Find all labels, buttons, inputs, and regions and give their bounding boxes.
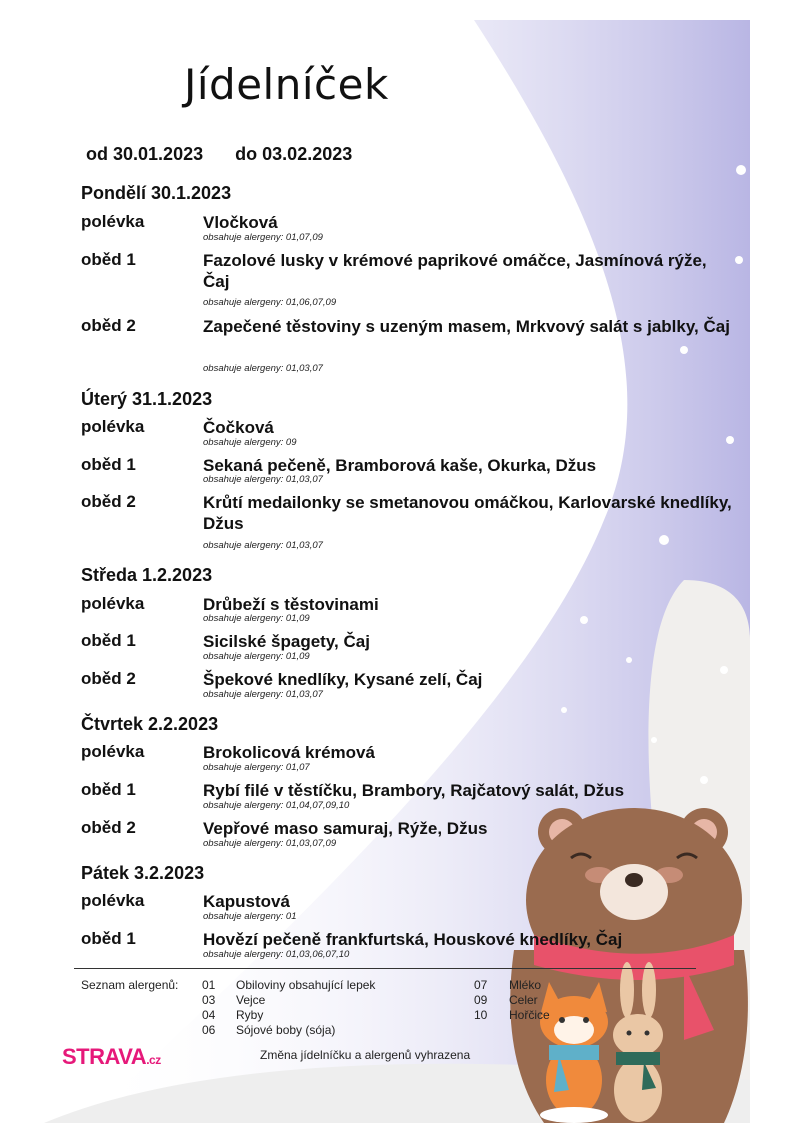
meal-type: polévka: [81, 212, 145, 231]
meal-dish: Vločková: [203, 213, 278, 232]
menu-period: [86, 144, 352, 165]
legend-code: 03: [202, 993, 216, 1007]
day-heading: Úterý 31.1.2023: [81, 389, 213, 409]
meal-allergens: obsahuje alergeny: 01,07,09: [203, 232, 323, 243]
day-heading: Pátek 3.2.2023: [81, 863, 205, 883]
legend-name: Vejce: [236, 993, 266, 1007]
menu-page: [44, 20, 750, 1123]
change-notice: Změna jídelníčku a alergenů vyhrazena: [260, 1048, 471, 1062]
meal-dish: Rybí filé v těstíčku, Brambory, Rajčatový salát, Džus: [203, 781, 625, 800]
meal-allergens: obsahuje alergeny: 01,09: [203, 613, 310, 624]
meal-allergens: obsahuje alergeny: 01,04,07,09,10: [203, 800, 350, 811]
meal-type: polévka: [81, 742, 145, 761]
period-to-label: do: [235, 144, 258, 164]
legend-code: 09: [474, 993, 488, 1007]
legend-code: 06: [202, 1023, 216, 1037]
meal-allergens: obsahuje alergeny: 01: [203, 911, 297, 922]
meal-type: oběd 2: [81, 818, 136, 837]
meal-dish: Fazolové lusky v krémové paprikové omáčce, Jasmínová rýže, Čaj: [203, 251, 707, 291]
meal-allergens: obsahuje alergeny: 01,03,07: [203, 540, 323, 551]
allergen-legend-title: Seznam alergenů:: [81, 978, 179, 992]
day-heading: Čtvrtek 2.2.2023: [81, 714, 219, 734]
meal-type: oběd 2: [81, 492, 136, 511]
meal-type: polévka: [81, 891, 145, 910]
meal-allergens: obsahuje alergeny: 01,09: [203, 651, 310, 662]
strava-logo: [62, 1044, 161, 1070]
legend-name: Celer: [509, 993, 538, 1007]
logo-main: STRAVA: [62, 1044, 147, 1069]
meal-type: oběd 2: [81, 669, 136, 688]
meal-dish: Špekové knedlíky, Kysané zelí, Čaj: [203, 670, 483, 689]
legend-divider: [74, 968, 696, 969]
meal-type: oběd 1: [81, 455, 136, 474]
period-to-date: 03.02.2023: [262, 144, 353, 164]
meal-type: polévka: [81, 417, 145, 436]
legend-name: Hořčice: [509, 1008, 550, 1022]
meal-dish: Drůbeží s těstovinami: [203, 595, 379, 614]
meal-dish: Sekaná pečeně, Bramborová kaše, Okurka, Džus: [203, 456, 597, 475]
meal-allergens: obsahuje alergeny: 01,03,07: [203, 689, 323, 700]
meal-allergens: obsahuje alergeny: 09: [203, 437, 297, 448]
legend-name: Mléko: [509, 978, 542, 992]
legend-name: Ryby: [236, 1008, 264, 1022]
legend-name: Sójové boby (sója): [236, 1023, 336, 1037]
meal-type: oběd 2: [81, 316, 136, 335]
legend-name: Obiloviny obsahující lepek: [236, 978, 376, 992]
meal-type: oběd 1: [81, 631, 136, 650]
meal-dish: Brokolicová krémová: [203, 743, 375, 762]
legend-code: 04: [202, 1008, 216, 1022]
meal-dish: Kapustová: [203, 892, 290, 911]
meal-type: oběd 1: [81, 929, 136, 948]
meal-dish: Vepřové maso samuraj, Rýže, Džus: [203, 819, 488, 838]
logo-suffix: .cz: [146, 1053, 161, 1067]
meal-allergens: obsahuje alergeny: 01,03,07: [203, 363, 323, 374]
meal-type: polévka: [81, 594, 145, 613]
page-title: Jídelníček: [184, 60, 389, 109]
meal-allergens: obsahuje alergeny: 01,03,06,07,10: [203, 949, 350, 960]
meal-dish: Krůtí medailonky se smetanovou omáčkou, Karlovarské knedlíky, Džus: [203, 493, 732, 533]
meal-dish: Hovězí pečeně frankfurtská, Houskové knedlíky, Čaj: [203, 930, 623, 949]
day-heading: Pondělí 30.1.2023: [81, 183, 232, 203]
legend-code: 10: [474, 1008, 488, 1022]
legend-code: 01: [202, 978, 216, 992]
day-heading: Středa 1.2.2023: [81, 565, 213, 585]
meal-type: oběd 1: [81, 780, 136, 799]
meal-allergens: obsahuje alergeny: 01,03,07,09: [203, 838, 337, 849]
meal-dish: Čočková: [203, 418, 274, 437]
meal-dish: Sicilské špagety, Čaj: [203, 632, 370, 651]
meal-type: oběd 1: [81, 250, 136, 269]
meal-dish: Zapečené těstoviny s uzeným masem, Mrkvový salát s jablky, Čaj: [203, 317, 730, 336]
meal-allergens: obsahuje alergeny: 01,06,07,09: [203, 297, 337, 308]
meal-allergens: obsahuje alergeny: 01,07: [203, 762, 310, 773]
legend-code: 07: [474, 978, 488, 992]
period-from-label: od: [86, 144, 108, 164]
period-from-date: 30.01.2023: [113, 144, 204, 164]
meal-allergens: obsahuje alergeny: 01,03,07: [203, 474, 323, 485]
